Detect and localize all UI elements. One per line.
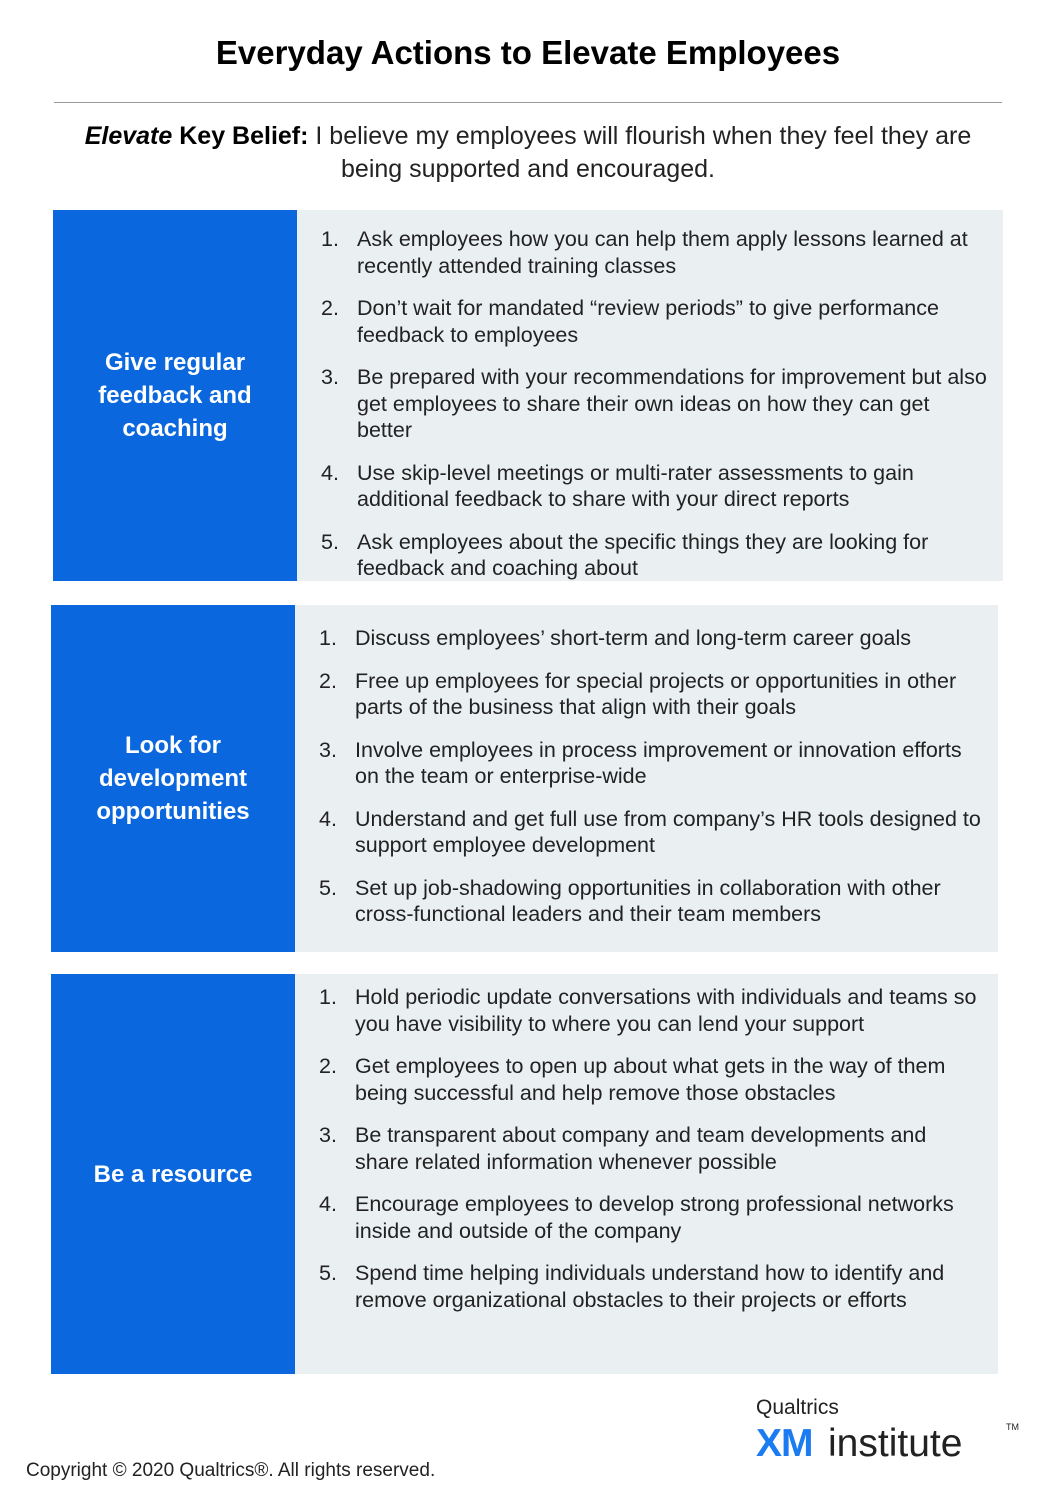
item-number: 1. [321, 227, 339, 251]
item-number: 2. [319, 1054, 337, 1078]
title-divider [54, 102, 1002, 103]
section-label: Give regular feedback and coaching [53, 210, 297, 581]
item-number: 3. [319, 1123, 337, 1147]
item-text: Ask employees about the specific things they are looking for feedback and coaching about [357, 529, 929, 580]
item-text: Don’t wait for mandated “review periods” to give performance feedback to employees [357, 296, 939, 347]
key-belief-italic-word: Elevate [84, 122, 173, 150]
logo-xm: XM [756, 1422, 813, 1465]
list-item [319, 806, 982, 859]
item-number: 4. [319, 806, 337, 831]
key-belief [70, 120, 986, 186]
key-belief-label: Key Belief: [179, 122, 309, 150]
list-item [321, 460, 987, 513]
list-item [321, 364, 987, 444]
list-item [319, 1260, 982, 1313]
list-item [319, 625, 982, 652]
item-number: 5. [321, 529, 339, 554]
item-text: Be transparent about company and team developments and share related information whenever possible [355, 1123, 927, 1174]
item-text: Understand and get full use from company’s HR tools designed to support employee development [355, 806, 981, 857]
item-number: 1. [319, 626, 337, 650]
item-text: Ask employees how you can help them apply lessons learned at recently attended training classes [357, 227, 968, 278]
list-item [321, 226, 987, 279]
item-number: 3. [319, 737, 337, 762]
section-development-opportunities [51, 605, 998, 952]
logo-company-name: Qualtrics [756, 1396, 839, 1419]
item-number: 2. [321, 296, 339, 320]
item-number: 5. [319, 1261, 337, 1285]
list-item [321, 295, 987, 348]
section-feedback-coaching [53, 210, 1003, 581]
list-item [319, 984, 982, 1037]
item-text: Free up employees for special projects or opportunities in other parts of the business that align with their goals [355, 668, 957, 719]
item-number: 3. [321, 365, 339, 389]
action-list [321, 226, 987, 598]
section-label: Be a resource [51, 974, 295, 1374]
list-item [319, 668, 982, 721]
logo-institute: institute [828, 1422, 963, 1465]
item-number: 1. [319, 985, 337, 1009]
item-text: Be prepared with your recommendations for improvement but also get employees to share their own ideas on how they can get better [357, 365, 987, 442]
qualtrics-xm-institute-logo [756, 1396, 1026, 1468]
copyright-notice: Copyright © 2020 Qualtrics®. All rights reserved. [26, 1460, 436, 1481]
list-item [319, 1122, 982, 1175]
item-number: 2. [319, 668, 337, 693]
item-text: Set up job-shadowing opportunities in collaboration with other cross-functional leaders and their team members [355, 875, 941, 926]
item-number: 4. [321, 460, 339, 485]
action-list [319, 625, 982, 944]
key-belief-text: I believe my employees will flourish when they feel they are being supported and encouraged. [315, 122, 972, 183]
item-text: Hold periodic update conversations with individuals and teams so you have visibility to where you can lend your support [355, 985, 977, 1036]
list-item [319, 875, 982, 928]
item-text: Involve employees in process improvement or innovation efforts on the team or enterprise-wide [355, 737, 962, 788]
item-text: Discuss employees’ short-term and long-term career goals [355, 626, 912, 650]
action-list [319, 984, 982, 1329]
logo-trademark: TM [1006, 1422, 1019, 1432]
item-number: 5. [319, 875, 337, 900]
item-text: Use skip-level meetings or multi-rater assessments to gain additional feedback to share with your direct reports [357, 460, 914, 511]
item-text: Encourage employees to develop strong professional networks inside and outside of the company [355, 1192, 954, 1243]
list-item [319, 737, 982, 790]
list-item [319, 1191, 982, 1244]
list-item [319, 1053, 982, 1106]
item-text: Spend time helping individuals understand how to identify and remove organizational obstacles to their projects or efforts [355, 1261, 945, 1312]
list-item [321, 529, 987, 582]
section-be-a-resource [51, 974, 998, 1374]
item-text: Get employees to open up about what gets in the way of them being successful and help remove those obstacles [355, 1054, 946, 1105]
item-number: 4. [319, 1192, 337, 1216]
section-label: Look for development opportunities [51, 605, 295, 952]
page-title: Everyday Actions to Elevate Employees [215, 34, 841, 71]
